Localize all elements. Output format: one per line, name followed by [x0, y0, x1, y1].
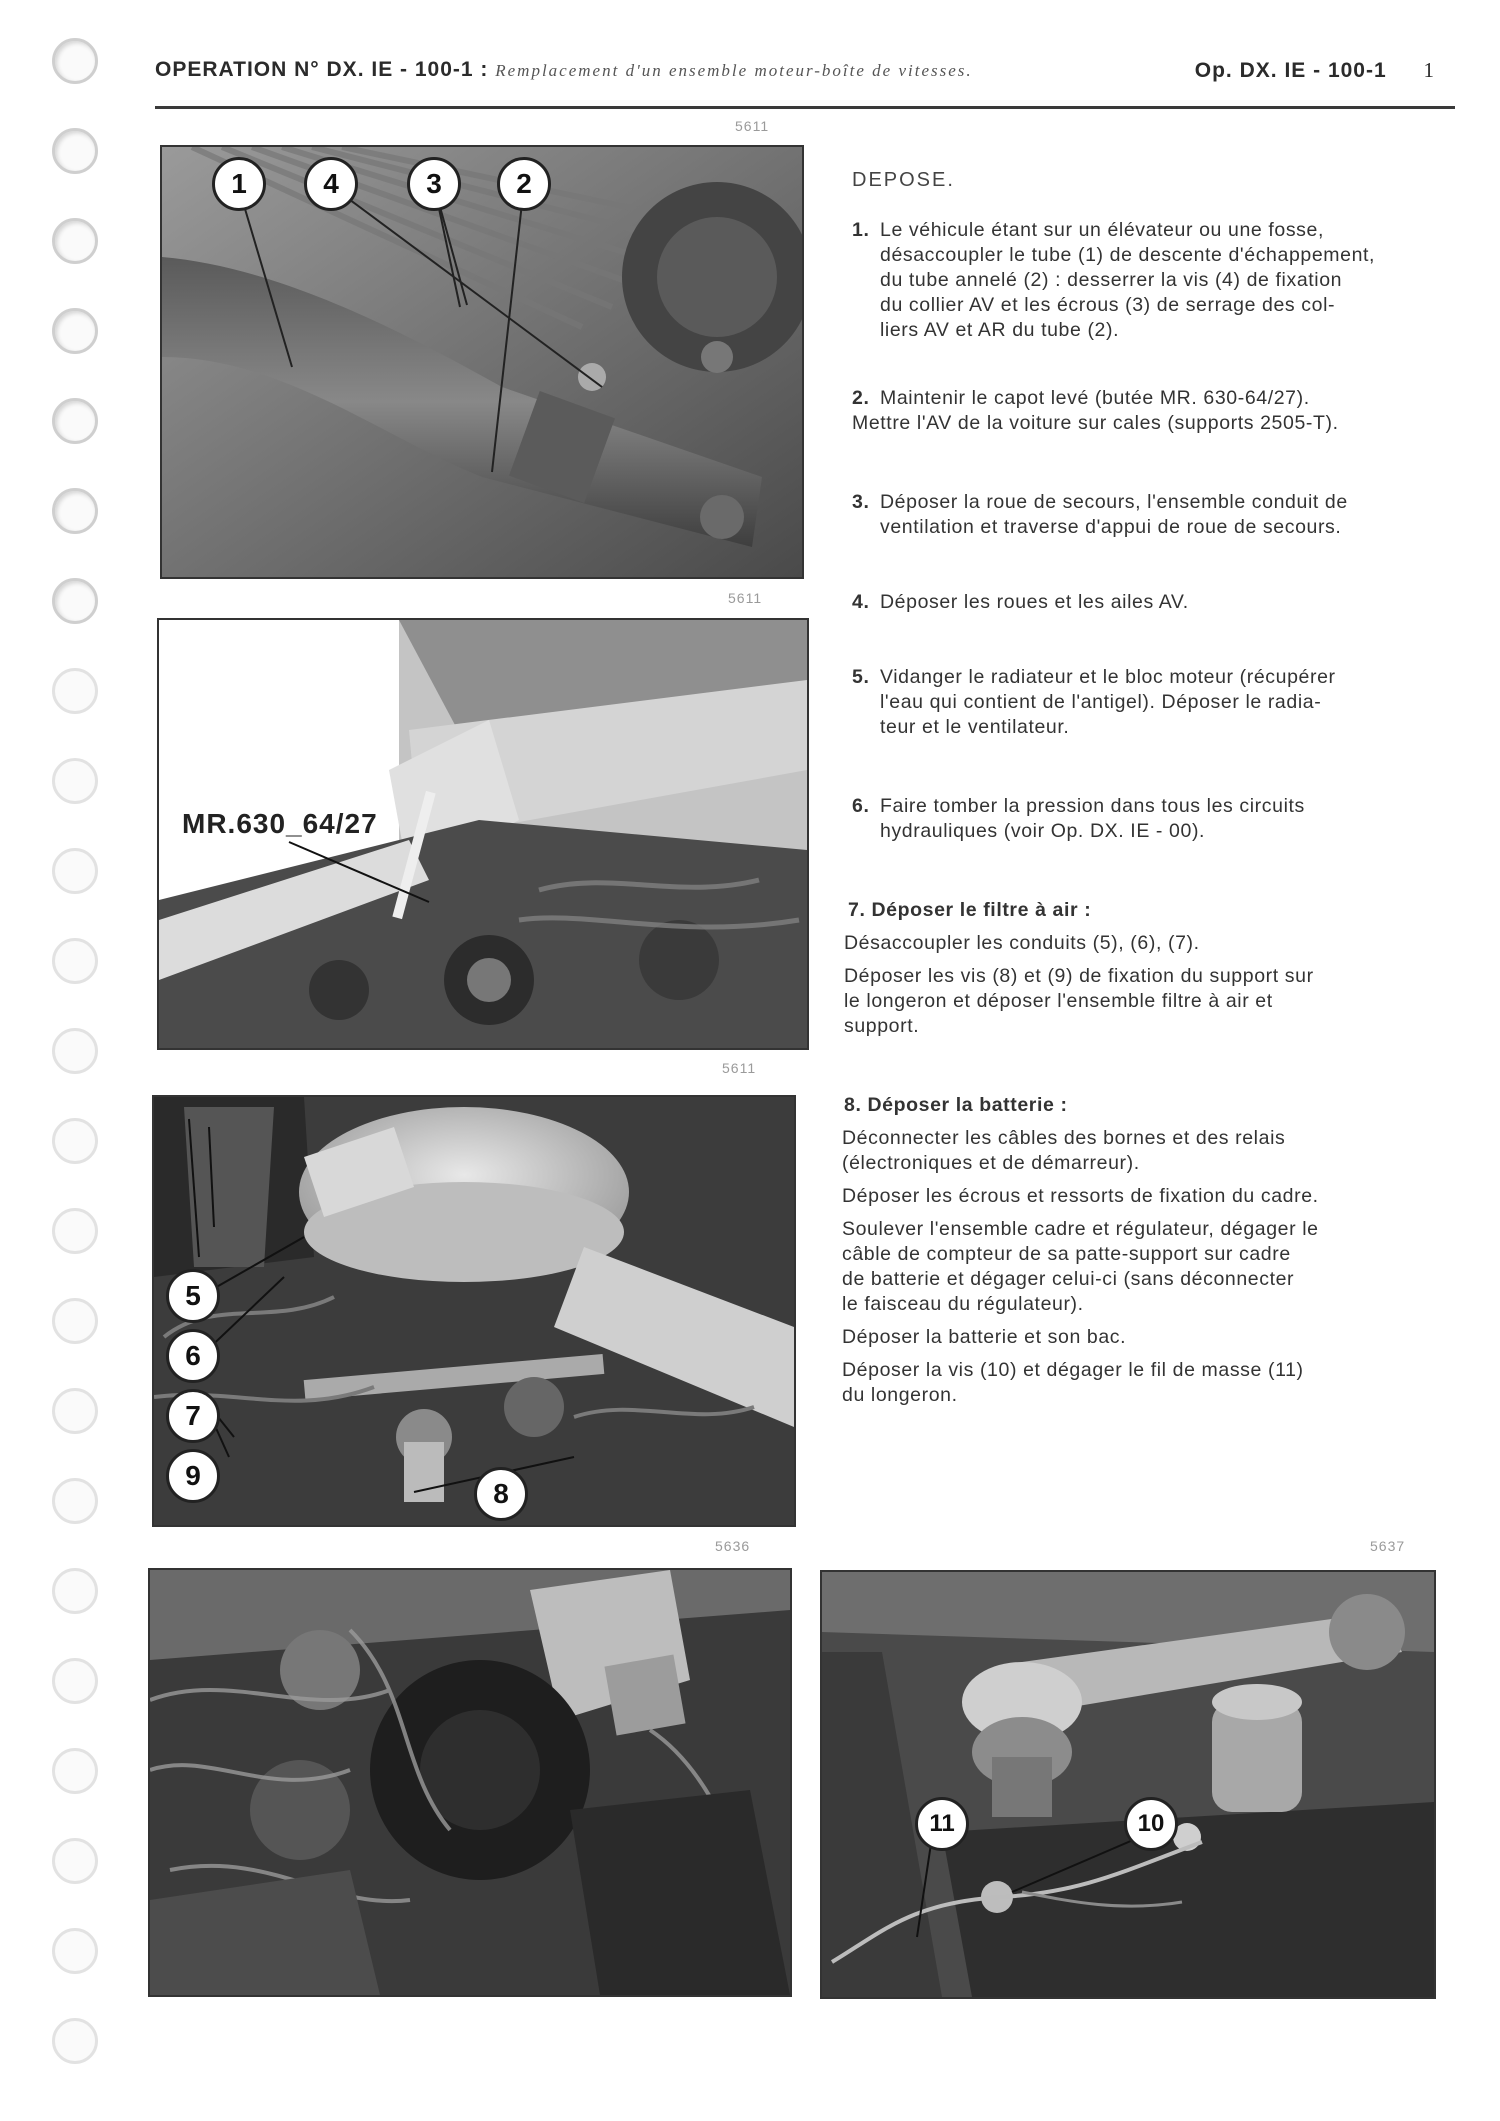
photo-air-filter	[152, 1095, 796, 1527]
step-body	[880, 590, 1460, 615]
punch-hole	[52, 1658, 98, 1704]
step-8-paragraph	[842, 1217, 1462, 1317]
section-title: DEPOSE.	[852, 169, 955, 191]
header-rule	[155, 106, 1455, 109]
step-7-paragraph: Désaccoupler les conduits (5), (6), (7).	[844, 932, 1200, 954]
step-line: l'eau qui contient de l'antigel). Déposer le radia-	[880, 691, 1322, 713]
para-line: support.	[844, 1015, 920, 1037]
punch-hole	[52, 38, 98, 84]
step-7	[844, 898, 1464, 1039]
step-number: 2.	[852, 387, 870, 409]
callout-1: 1	[212, 157, 266, 211]
punch-hole	[52, 1298, 98, 1344]
header-right	[1195, 58, 1435, 83]
step-2	[840, 386, 1460, 436]
step-5	[840, 665, 1460, 740]
photo-number: 5611	[735, 118, 770, 134]
step-8-paragraph	[842, 1126, 1462, 1176]
step-6	[840, 794, 1460, 844]
para-line: câble de compteur de sa patte-support sur cadre	[842, 1243, 1291, 1265]
page-number: 1	[1423, 58, 1435, 82]
step-8-paragraph: Déposer les écrous et ressorts de fixation du cadre.	[842, 1185, 1319, 1207]
para-line: le longeron et déposer l'ensemble filtre à air et	[844, 990, 1273, 1012]
punch-hole	[52, 128, 98, 174]
step-line: du collier AV et les écrous (3) de serrage des col-	[880, 294, 1336, 316]
step-line: teur et le ventilateur.	[880, 716, 1070, 738]
step-number: 4.	[852, 591, 870, 613]
step-line: Vidanger le radiateur et le bloc moteur (récupérer	[880, 666, 1336, 688]
step-line: Déposer la roue de secours, l'ensemble conduit de	[880, 491, 1348, 513]
photo-number: 5636	[715, 1538, 751, 1554]
step-1	[840, 218, 1460, 343]
photo-number: 5611	[722, 1060, 757, 1076]
callout-7: 7	[166, 1389, 220, 1443]
step-4	[840, 590, 1460, 615]
step-body	[880, 794, 1460, 844]
punch-hole	[52, 1568, 98, 1614]
photo-battery-area-image	[150, 1570, 790, 1995]
step-line: hydrauliques (voir Op. DX. IE - 00).	[880, 820, 1206, 842]
step-body	[880, 490, 1460, 540]
step-line: Faire tomber la pression dans tous les circuits	[880, 795, 1305, 817]
operation-number	[155, 58, 973, 82]
punch-hole	[52, 1838, 98, 1884]
step-line: du tube annelé (2) : desserrer la vis (4) de fixation	[880, 269, 1343, 291]
para-line: Déposer les vis (8) et (9) de fixation du support sur	[844, 965, 1314, 987]
para-line: Déconnecter les câbles des bornes et des relais	[842, 1127, 1286, 1149]
operation-description: Remplacement d'un ensemble moteur-boîte de vitesses.	[495, 61, 973, 80]
step-8	[842, 1093, 1462, 1408]
punch-hole	[52, 218, 98, 264]
step-line: Le véhicule étant sur un élévateur ou une fosse,	[880, 219, 1324, 241]
punch-hole	[52, 1748, 98, 1794]
para-line: de batterie et dégager celui-ci (sans déconnecter	[842, 1268, 1295, 1290]
callout-8: 8	[474, 1467, 528, 1521]
para-line: Déposer la vis (10) et dégager le fil de masse (11)	[842, 1359, 1304, 1381]
para-line: du longeron.	[842, 1384, 958, 1406]
photo-number: 5637	[1370, 1538, 1406, 1554]
step-body	[880, 665, 1460, 740]
para-line: Soulever l'ensemble cadre et régulateur, dégager le	[842, 1218, 1319, 1240]
step-8-paragraph: Déposer la batterie et son bac.	[842, 1326, 1127, 1348]
step-line: ventilation et traverse d'appui de roue de secours.	[880, 516, 1342, 538]
punch-hole	[52, 938, 98, 984]
step-line: Mettre l'AV de la voiture sur cales (supports 2505-T).	[852, 412, 1339, 434]
callout-5: 5	[166, 1269, 220, 1323]
step-line: Déposer les roues et les ailes AV.	[880, 591, 1189, 613]
photo-exhaust-image	[162, 147, 802, 577]
step-body	[852, 386, 1460, 436]
punch-hole	[52, 668, 98, 714]
punch-hole	[52, 1208, 98, 1254]
para-line: (électroniques et de démarreur).	[842, 1152, 1140, 1174]
step-line: Maintenir le capot levé (butée MR. 630-64/27).	[880, 387, 1310, 409]
photo-number: 5611	[728, 590, 763, 606]
punch-hole	[52, 1028, 98, 1074]
callout-11: 11	[915, 1797, 969, 1851]
punch-hole	[52, 308, 98, 354]
punch-hole	[52, 1388, 98, 1434]
step-number: 1.	[852, 219, 870, 241]
punch-hole	[52, 488, 98, 534]
punch-hole	[52, 1118, 98, 1164]
step-3	[840, 490, 1460, 540]
step-8-heading: 8. Déposer la batterie :	[844, 1094, 1068, 1116]
page-header	[155, 58, 1455, 98]
punch-hole	[52, 758, 98, 804]
para-line: le faisceau du régulateur).	[842, 1293, 1084, 1315]
punch-hole	[52, 398, 98, 444]
operation-label: OPERATION N° DX. IE - 100-1 :	[155, 58, 489, 81]
punch-hole	[52, 2018, 98, 2064]
callout-6: 6	[166, 1329, 220, 1383]
callout-4: 4	[304, 157, 358, 211]
step-body	[880, 218, 1460, 343]
photo-air-filter-image	[154, 1097, 794, 1525]
photo-ground-wire-image	[822, 1572, 1434, 1997]
punch-hole	[52, 578, 98, 624]
step-number: 6.	[852, 795, 870, 817]
photo-ground-wire	[820, 1570, 1436, 1999]
callout-10: 10	[1124, 1797, 1178, 1851]
callout-2: 2	[497, 157, 551, 211]
step-number: 3.	[852, 491, 870, 513]
step-8-paragraph	[842, 1358, 1462, 1408]
step-line: liers AV et AR du tube (2).	[880, 319, 1120, 341]
step-7-heading: 7. Déposer le filtre à air :	[848, 899, 1092, 921]
step-7-paragraph	[844, 964, 1464, 1039]
callout-9: 9	[166, 1449, 220, 1503]
step-line: désaccoupler le tube (1) de descente d'échappement,	[880, 244, 1376, 266]
step-number: 5.	[852, 666, 870, 688]
photo-exhaust	[160, 145, 804, 579]
punch-hole	[52, 1478, 98, 1524]
callout-3: 3	[407, 157, 461, 211]
operation-reference: Op. DX. IE - 100-1	[1194, 59, 1387, 82]
punch-hole	[52, 1928, 98, 1974]
punch-hole	[52, 848, 98, 894]
tool-label: MR.630_64/27	[182, 808, 378, 839]
photo-battery-area	[148, 1568, 792, 1997]
